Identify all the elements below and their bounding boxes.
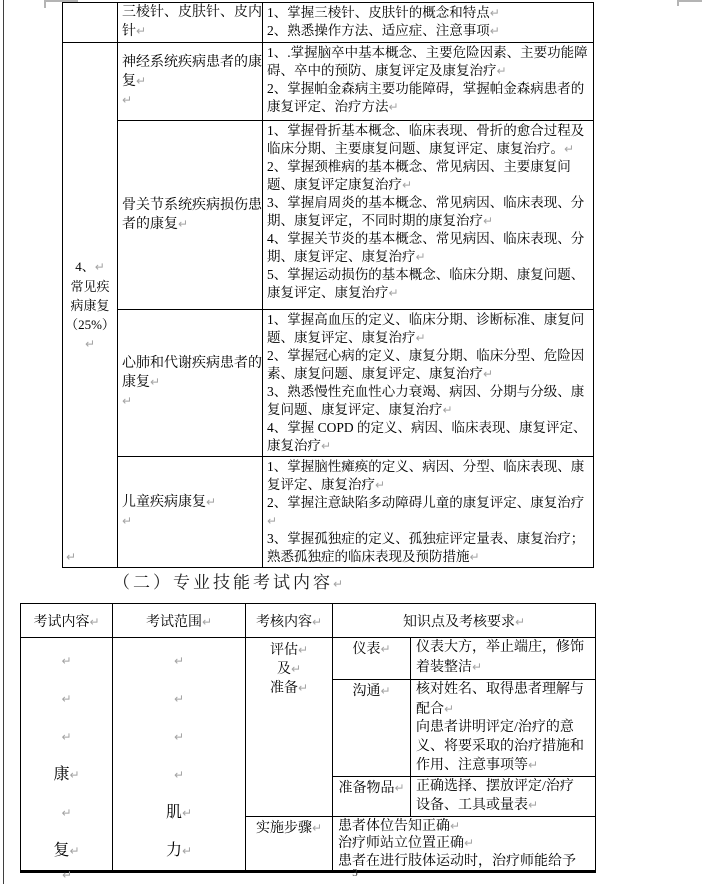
pilcrow-mark: ↵ [61,654,72,668]
skill-exam-table [20,603,596,873]
paragraph [267,419,589,455]
pilcrow-mark: ↵ [181,844,193,858]
empty-paragraph [21,794,112,832]
paragraph [267,158,589,194]
pilcrow-mark: ↵ [380,684,391,698]
exam-scope-cell [118,457,263,568]
paragraph [122,355,262,392]
paragraph-text: 神经系统疾病患者的康复 [122,54,262,89]
pilcrow-mark: ↵ [61,692,72,706]
pilcrow-mark: ↵ [388,286,399,300]
aspect-label-cell [333,680,411,777]
paragraph-text: 2、熟悉操作方法、适应症、注意事项 [267,23,490,38]
exam-scope-cell [118,310,263,457]
step-label-cell [246,816,333,872]
paragraph [113,611,245,631]
paragraph [333,640,410,659]
pilcrow-mark: ↵ [311,820,323,835]
paragraph-text: 及 [276,662,291,677]
paragraph-text: 5、掌握运动损伤的基本概念、临床分期、康复问题、康复评定、康复治疗 [267,267,585,300]
paragraph-mark: ↵ [66,550,77,564]
paragraph-text: 心肺和代谢疾病患者的康复 [122,356,262,390]
paragraph [21,756,112,794]
aspect-content-cell [411,776,596,816]
pilcrow-mark: ↵ [122,92,133,107]
paragraph [267,311,589,347]
paragraph-text: 康 [53,766,70,783]
column-header [21,604,113,638]
column-header [246,604,333,638]
paragraph-text: 4、 [75,258,95,274]
pilcrow-mark: ↵ [496,64,507,78]
paragraph-text: 核对姓名、取得患者理解与配合 [416,682,584,717]
paragraph-text: 患者体位告知正确 [338,818,450,834]
paragraph-text: 复 [53,842,70,859]
empty-paragraph [122,91,262,110]
pilcrow-mark: ↵ [173,730,185,744]
skill-exam-table-body [21,604,596,872]
pilcrow-mark: ↵ [464,836,475,850]
paragraph-text: 考试范围 [145,614,202,630]
paragraph [333,779,410,798]
paragraph [267,383,589,419]
pilcrow-mark: ↵ [450,818,461,833]
column-header [333,604,596,638]
aspect-content-cell [411,638,596,680]
pilcrow-mark: ↵ [69,768,80,782]
paragraph [267,122,589,158]
paragraph [122,493,262,512]
subsection-heading-text: （二）专业技能考试内容 [113,573,333,592]
paragraph [267,494,589,530]
paragraph [21,832,112,870]
pilcrow-mark: ↵ [402,178,413,192]
paragraph-text: 正确选择、摆放评定/治疗设备、工具或量表 [416,778,574,813]
paragraph [267,458,589,494]
paragraph-text: 准备 [269,681,298,696]
paragraph-text: 考试内容 [33,614,90,630]
paragraph-text: 沟通 [352,684,381,699]
requirements-cell [263,3,594,43]
page-number: 3 [352,867,358,879]
pilcrow-mark: ↵ [469,550,480,564]
paragraph [21,611,112,631]
paragraph-mark: ↵ [62,868,73,882]
step-content-cell [333,816,596,872]
paragraph-text: 4、掌握 COPD 的定义、病因、临床表现、康复评定、康复治疗 [267,420,587,453]
paragraph [333,611,595,631]
paragraph-text: 实施步骤 [255,820,312,836]
paragraph [246,611,332,631]
pilcrow-mark: ↵ [489,6,500,20]
paragraph-text: 1、掌握三棱针、皮肤针的概念和特点 [267,5,490,20]
requirements-cell [263,121,594,310]
pilcrow-mark: ↵ [297,643,309,657]
paragraph [267,44,589,80]
pilcrow-mark: ↵ [472,659,483,674]
pilcrow-mark: ↵ [122,514,133,528]
category-cell-empty [63,3,118,43]
pilcrow-mark: ↵ [564,142,575,156]
pilcrow-mark: ↵ [150,375,161,389]
empty-paragraph [113,718,245,756]
paragraph [416,639,586,677]
pilcrow-mark: ↵ [483,367,494,381]
paragraph-text: 准备物品 [338,780,395,796]
paragraph-text: 患者在进行肢体运动时，治疗师能给予 [338,853,576,869]
empty-paragraph [122,392,262,411]
paragraph [246,641,332,660]
pilcrow-mark: ↵ [136,24,147,38]
pilcrow-mark: ↵ [122,394,133,408]
pilcrow-mark: ↵ [201,614,213,629]
paragraph [122,4,262,41]
aspect-label-cell [333,776,411,816]
pilcrow-mark: ↵ [483,214,494,228]
pilcrow-mark: ↵ [388,100,399,114]
empty-paragraph [21,680,112,718]
pilcrow-mark: ↵ [69,844,80,858]
pilcrow-mark: ↵ [321,439,332,453]
paragraph [338,818,591,836]
paragraph [246,679,332,698]
pilcrow-mark: ↵ [94,259,105,274]
pilcrow-mark: ↵ [394,780,405,795]
pilcrow-mark: ↵ [415,250,426,264]
pilcrow-mark: ↵ [380,642,391,656]
table-row [63,121,594,310]
paragraph [333,682,410,701]
pilcrow-mark: ↵ [61,806,72,820]
paragraph-text: 仪表大方，举止端庄，修饰着装整洁 [416,640,584,675]
paragraph [113,832,245,870]
paragraph-text: 3、掌握孤独症的定义、孤独症评定量表、康复治疗；熟悉孤独症的临床表现及预防措施 [267,531,585,564]
paragraph [65,257,115,277]
paragraph [267,230,589,266]
paragraph-text: 向患者讲明评定/治疗的意义、将要采取的治疗措施和作用、注意事项等 [416,720,584,773]
table-row [63,3,594,43]
paragraph-text: 知识点及考核要求 [402,614,515,630]
empty-paragraph [113,642,245,680]
exam-scope-cell [118,43,263,121]
paragraph [65,277,115,354]
pilcrow-mark: ↵ [415,331,426,345]
aspect-label-cell [333,638,411,680]
empty-paragraph [122,512,262,531]
paragraph-text: 3、熟悉慢性充血性心力衰竭、病因、分期与分级、康复问题、康复评定、康复治疗 [267,384,585,417]
requirements-cell [263,457,594,568]
paragraph [267,22,589,40]
table-row [21,638,596,680]
pilcrow-mark: ↵ [442,403,453,417]
pilcrow-mark: ↵ [181,806,193,820]
pilcrow-mark: ↵ [489,24,500,38]
paragraph [416,778,586,816]
knowledge-requirements-table-body [63,3,594,568]
paragraph [267,266,589,302]
requirements-cell [263,310,594,457]
paragraph [113,794,245,832]
paragraph [267,347,589,383]
paragraph [267,194,589,230]
pilcrow-mark: ↵ [333,577,347,591]
paragraph-text: 1、掌握高血压的定义、临床分期、诊断标准、康复问题、康复评定、康复治疗 [267,312,585,345]
paragraph-text: 1、掌握骨折基本概念、临床表现、骨折的愈合过程及临床分期、主要康复问题、康复评定、康复治疗。 [267,123,585,156]
paragraph [338,835,591,853]
assess-prep-cell [246,638,333,817]
paragraph [246,660,332,679]
paragraph [267,80,589,116]
top-right-margin-mark [677,0,702,6]
exam-scope-cell [113,638,246,872]
paragraph-text: 评估 [269,643,298,658]
paragraph [267,530,589,566]
subsection-heading [113,568,346,593]
paragraph [122,197,262,234]
paragraph-text: 2、掌握注意缺陷多动障碍儿童的康复评定、康复治疗 [267,495,585,510]
pilcrow-mark: ↵ [136,73,147,88]
paragraph [416,719,586,776]
paragraph-text: 1、.掌握脑卒中基本概念、主要危险因素、主要功能障碍、卒中的预防、康复评定及康复治疗 [267,45,588,78]
paragraph-text: 常见疾病康复（25%） [65,278,115,332]
empty-paragraph [113,756,245,794]
paragraph-text: 治疗师站立位置正确 [338,836,464,851]
pilcrow-mark: ↵ [84,336,96,351]
paragraph-text: 1、掌握脑性瘫痪的定义、病因、分型、临床表现、康复评定、康复治疗 [267,459,585,492]
empty-paragraph [113,680,245,718]
pilcrow-mark: ↵ [61,730,72,744]
pilcrow-mark: ↵ [311,614,323,629]
pilcrow-mark: ↵ [514,614,526,629]
paragraph-text: 骨关节系统疾病损伤患者的康复 [122,197,262,232]
pilcrow-mark: ↵ [89,614,100,629]
category-cell [63,43,118,568]
paragraph [267,4,589,22]
paragraph-text: 2、掌握颈椎病的基本概念、常见病因、主要康复问题、康复评定康复治疗 [267,159,571,192]
table-row [63,43,594,121]
pilcrow-mark: ↵ [297,681,309,695]
paragraph-text: 2、掌握帕金森病主要功能障碍，掌握帕金森病患者的康复评定、治疗方法 [267,81,585,114]
paragraph-text: 3、掌握肩周炎的基本概念、常见病因、临床表现、分期、康复评定，不同时期的康复治疗 [267,195,585,228]
paragraph-text: 4、掌握关节炎的基本概念、常见病因、临床表现、分期、康复评定、康复治疗 [267,231,585,264]
table-header-row [21,604,596,638]
paragraph-text: 考核内容 [255,614,312,630]
pilcrow-mark: ↵ [206,495,217,509]
pilcrow-mark: ↵ [375,478,386,492]
paragraph-text: 2、掌握冠心病的定义、康复分期、临床分型、危险因素、康复问题、康复评定、康复治疗 [267,348,585,381]
column-header [113,604,246,638]
paragraph [416,681,586,719]
paragraph-text: 肌 [165,804,182,821]
pilcrow-mark: ↵ [173,768,185,782]
knowledge-requirements-table [62,2,594,568]
pilcrow-mark: ↵ [444,701,455,716]
empty-paragraph [21,642,112,680]
aspect-content-cell [411,680,596,777]
paragraph-text: 儿童疾病康复 [122,495,206,510]
pilcrow-mark: ↵ [267,514,278,528]
paragraph [246,819,332,838]
paragraph-text: 力 [165,842,182,859]
paragraph-text: 仪表 [352,642,381,657]
pilcrow-mark: ↵ [173,692,185,706]
exam-content-cell [21,638,113,872]
pilcrow-mark: ↵ [528,758,539,772]
pilcrow-mark: ↵ [290,662,302,676]
pilcrow-mark: ↵ [173,654,185,668]
pilcrow-mark: ↵ [178,216,189,231]
exam-scope-cell [118,3,263,43]
paragraph-text: 三棱针、皮肤针、皮内针 [122,5,262,39]
requirements-cell [263,43,594,121]
table-row [63,310,594,457]
left-text-boundary-line [3,0,4,884]
pilcrow-mark: ↵ [528,798,539,812]
paragraph [122,54,262,91]
exam-scope-cell [118,121,263,310]
table-row [63,457,594,568]
empty-paragraph [21,718,112,756]
